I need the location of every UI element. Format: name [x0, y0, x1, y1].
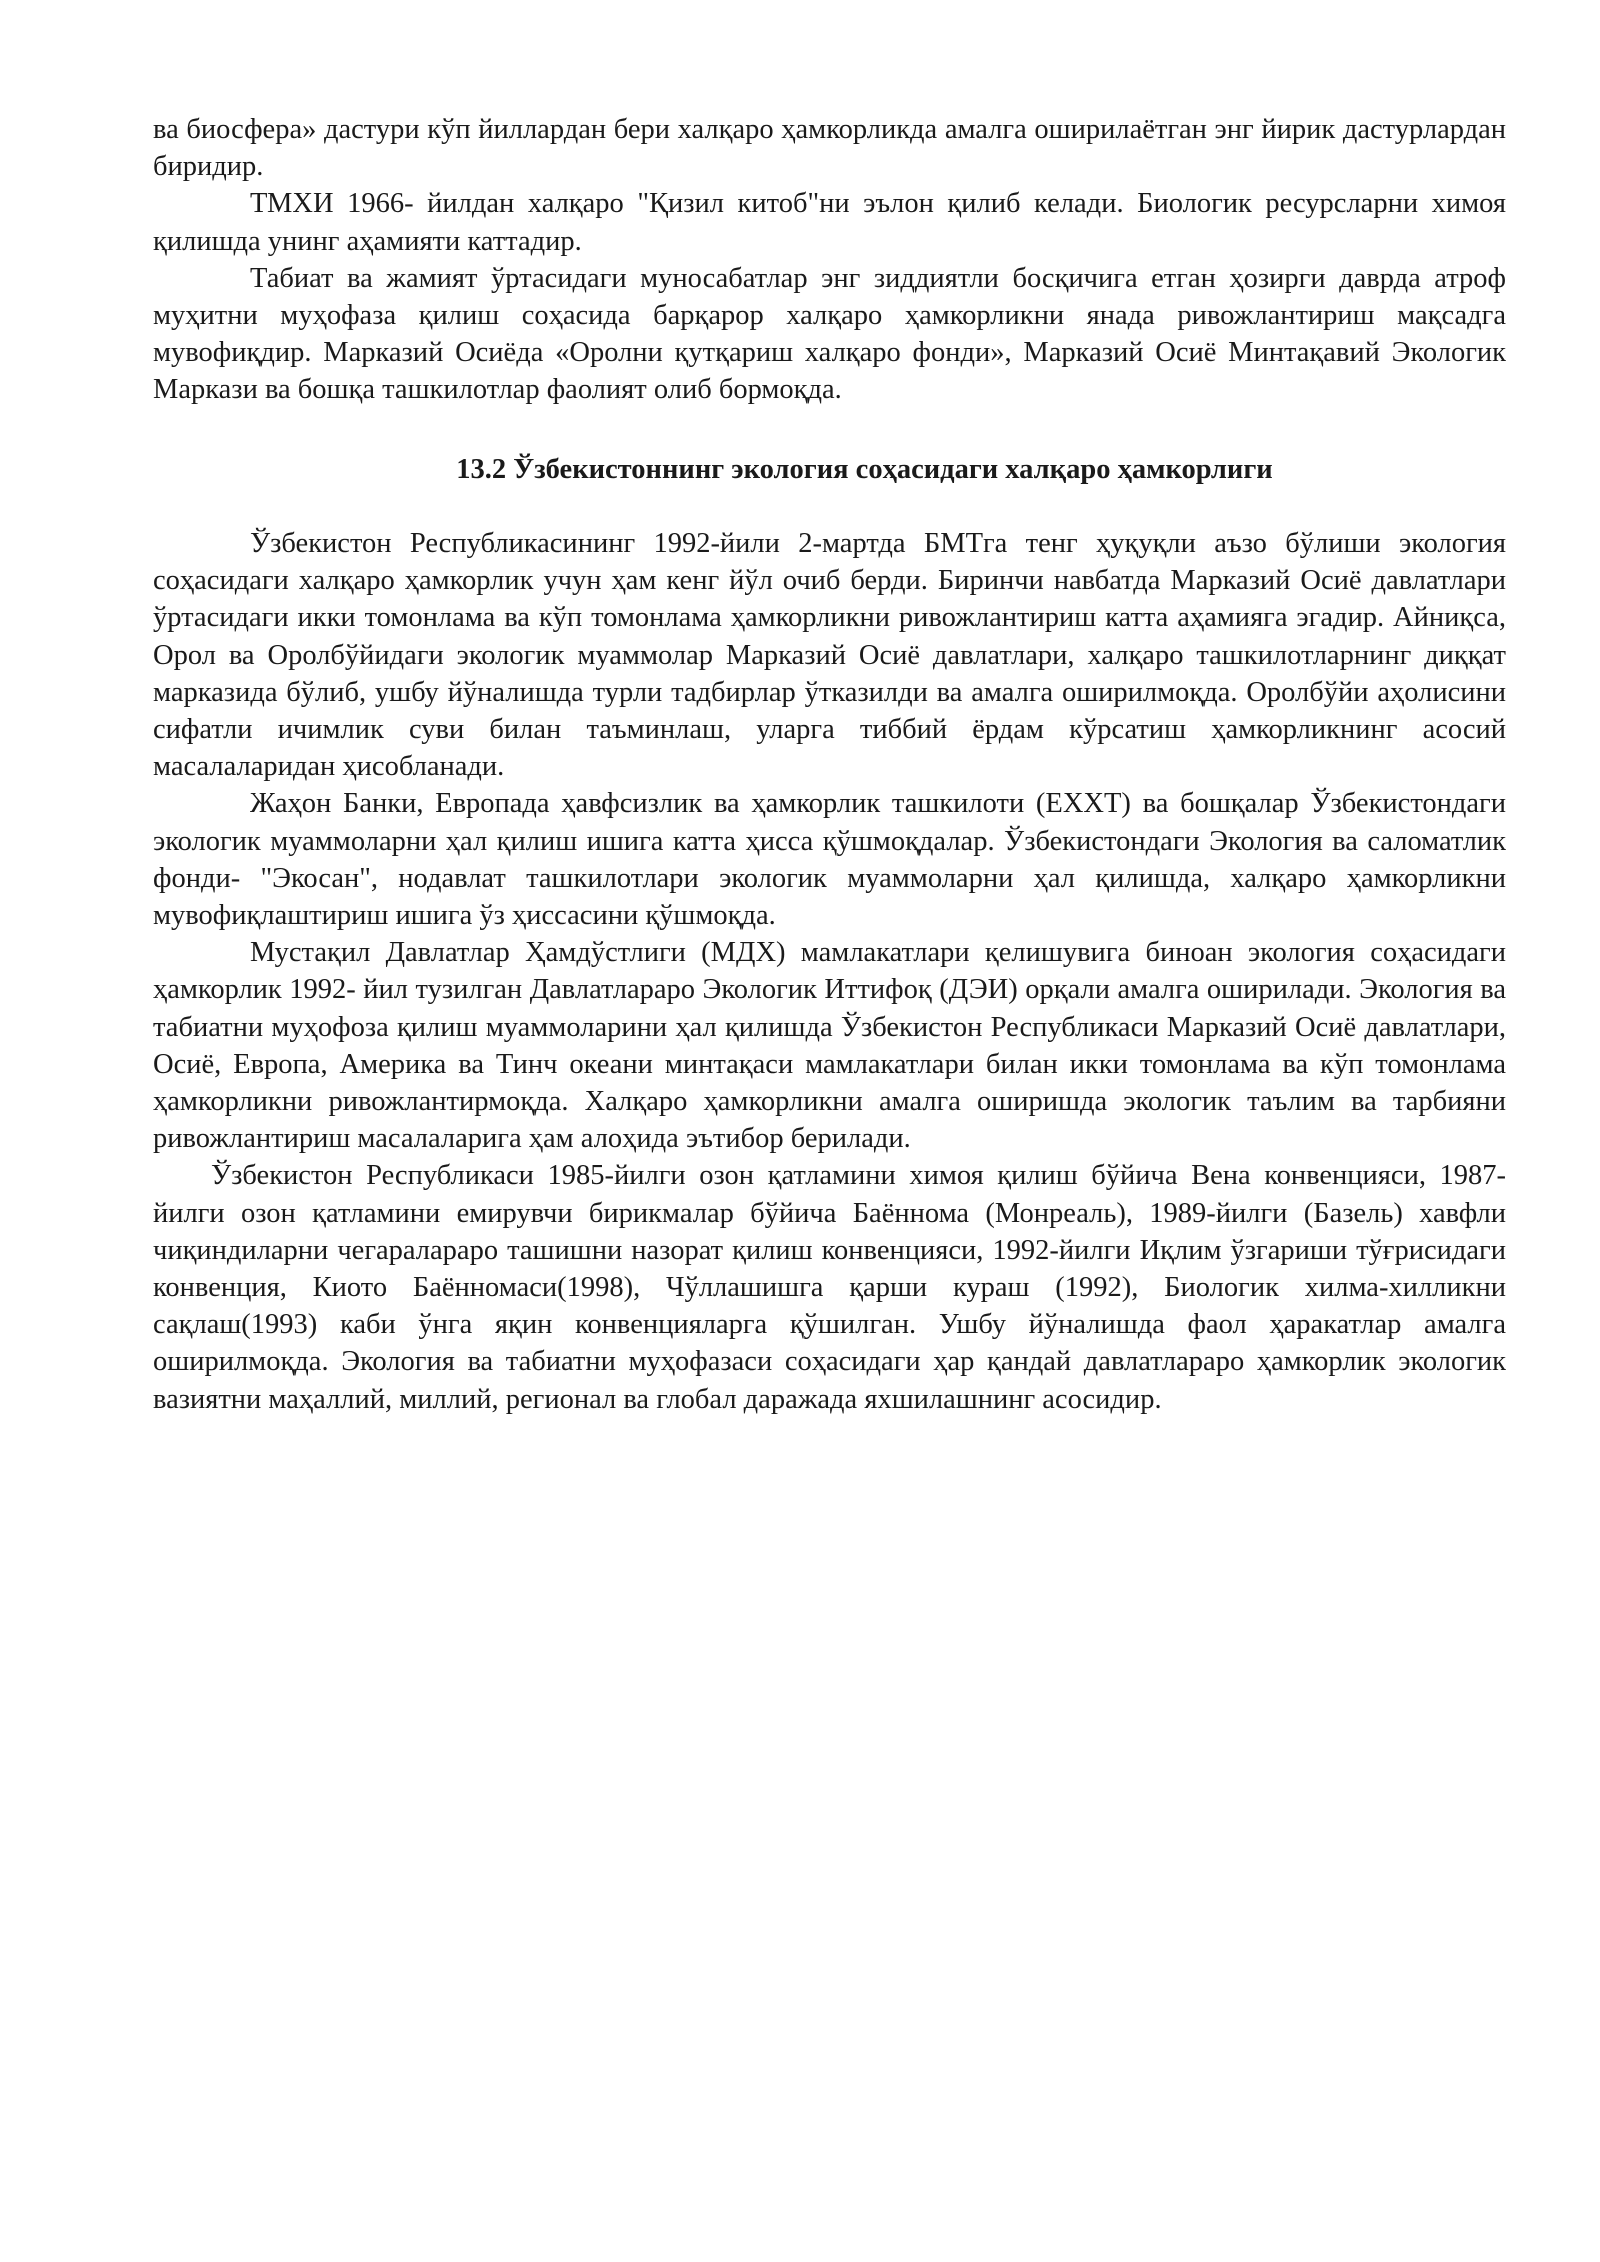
paragraph-red-book: ТМХИ 1966- йилдан халқаро "Қизил китоб"ни эълон қилиб келади. Биологик ресурсларни химоя қилишда унинг аҳамияти каттадир. [153, 188, 1506, 257]
paragraph-world-bank: Жаҳон Банки, Европада ҳавфсизлик ва ҳамкорлик ташкилоти (ЕХХТ) ва бошқалар Ўзбекистондаги экологик муаммоларни ҳал қилиш ишига катта ҳисса қўшмоқдалар. Ўзбекистондаги Экология ва саломатлик фонди- "Экосан", нодавлат ташкилотлари экологик муаммоларни ҳал қилишда, халқаро ҳамкорликни мувофиқлаштириш ишига ўз ҳиссасини қўшмоқда. [153, 788, 1506, 932]
paragraph-un-membership: Ўзбекистон Республикасининг 1992-йили 2-мартда БМТга тенг ҳуқуқли аъзо бўлиши экология соҳасидаги халқаро ҳамкорлик учун ҳам кенг йўл очиб берди. Биринчи навбатда Марказий Осиё давлатлари ўртасидаги икки томонлама ва кўп томонлама ҳамкорликни ривожлантириш катта аҳамияга эгадир. Айниқса, Орол ва Оролбўйидаги экологик муаммолар Марказий Осиё давлатлари, халқаро ташкилотларнинг диққат марказида бўлиб, ушбу йўналишда турли тадбирлар ўтказилди ва амалга оширилмоқда. Оролбўйи аҳолисини сифатли ичимлик суви билан таъминлаш, уларга тиббий ёрдам кўрсатиш ҳамкорликнинг асосий масалаларидан ҳисобланади. [153, 528, 1506, 783]
section-heading: 13.2 Ўзбекистоннинг экология соҳасидаги халқаро ҳамкорлиги [456, 454, 1273, 485]
paragraph-nature-society: Табиат ва жамият ўртасидаги муносабатлар энг зиддиятли босқичига етган ҳозирги даврда атроф муҳитни муҳофаза қилиш соҳасида барқарор халқаро ҳамкорликни янада ривожлантириш мақсадга мувофиқдир. Марказий Осиёда «Оролни қутқариш халқаро фонди», Марказий Осиё Минтақавий Экологик Маркази ва бошқа ташкилотлар фаолият олиб бормоқда. [153, 262, 1506, 406]
bottom-text-section [153, 525, 1506, 1418]
top-text-section [153, 111, 1506, 409]
paragraph-cis-cooperation: Мустақил Давлатлар Ҳамдўстлиги (МДХ) мамлакатлари қелишувига биноан экология соҳасидаги ҳамкорлик 1992- йил тузилган Давлатлараро Экологик Иттифоқ (ДЭИ) орқали амалга оширилади. Экология ва табиатни муҳофоза қилиш муаммоларини ҳал қилишда Ўзбекистон Республикаси Марказий Осиё давлатлари, Осиё, Европа, Америка ва Тинч океани минтақаси мамлакатлари билан икки томонлама ва кўп томонлама ҳамкорликни ривожлантирмоқда. Халқаро ҳамкорликни амалга оширишда экологик таълим ва тарбияни ривожлантириш масалаларига ҳам алоҳида эътибор берилади. [153, 937, 1506, 1155]
paragraph-biosphere: ва биосфера» дастури кўп йиллардан бери халқаро ҳамкорликда амалга оширилаётган энг йирик дастурлардан биридир. [153, 114, 1506, 183]
paragraph-conventions: Ўзбекистон Республикаси 1985-йилги озон қатламини химоя қилиш бўйича Вена конвенцияси, 1987-йилги озон қатламини емирувчи бирикмалар бўйича Баённома (Монреаль), 1989-йилги (Базель) хавфли чиқиндиларни чегаралараро ташишни назорат қилиш конвенцияси, 1992-йилги Иқлим ўзгариши тўғрисидаги конвенция, Киото Баённомаси(1998), Чўллашишга қарши кураш (1992), Биологик хилма-хилликни сақлаш(1993) каби ўнга яқин конвенцияларга қўшилган. Ушбу йўналишда фаол ҳаракатлар амалга оширилмоқда. Экология ва табиатни муҳофазаси соҳасидаги ҳар қандай давлатлараро ҳамкорлик экологик вазиятни маҳаллий, миллий, регионал ва глобал даражада яхшилашнинг асосидир. [153, 1160, 1506, 1415]
